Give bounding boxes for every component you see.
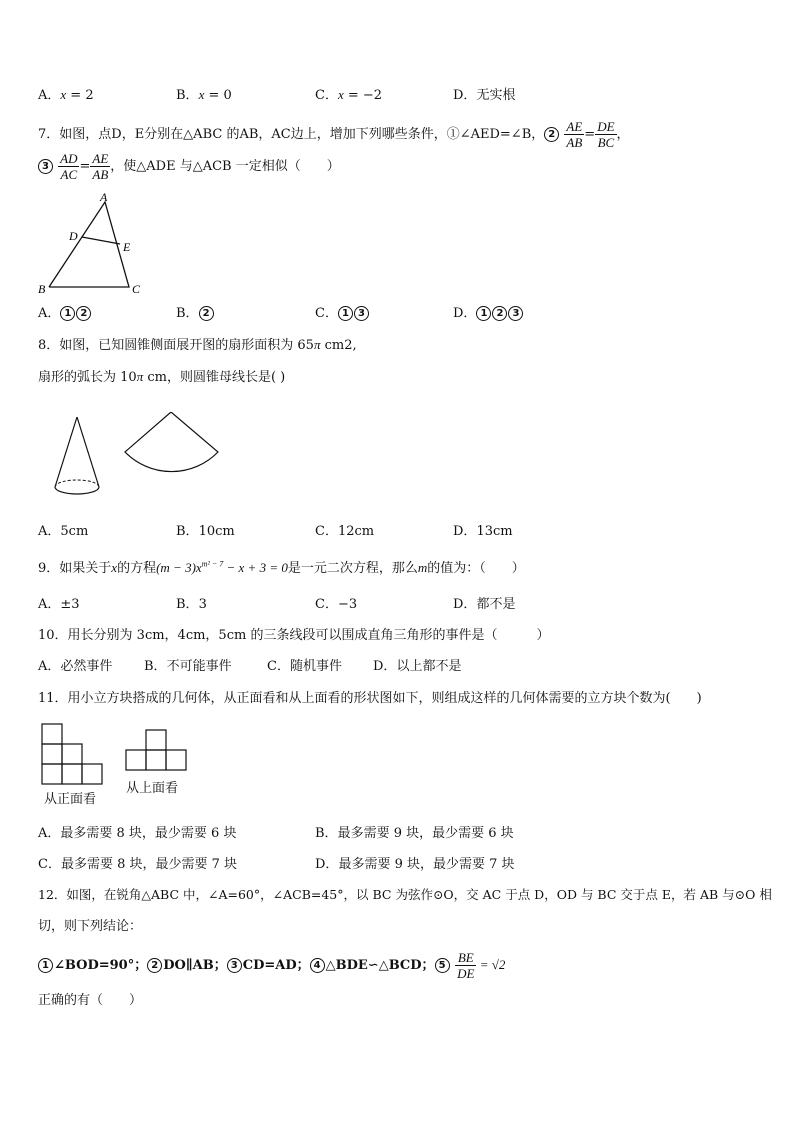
q12-statements: 1 ∠BOD=90°； 2 DO∥AB； 3 CD=AD； 4 △BDE∽△BCD； 5 $\frac{BE}{DE}$ = √2 [38, 950, 505, 981]
q10-option-b[interactable]: B．不可能事件 [144, 659, 232, 674]
top-view-grid [126, 730, 186, 770]
q7-option-c[interactable]: C． 1 3 [315, 302, 370, 321]
q10-stem: 10．用长分别为 3cm，4cm，5cm 的三条线段可以围成直角三角形的事件是（ ） [38, 628, 550, 643]
q8-cone-figure [50, 412, 230, 502]
label-a: A [100, 190, 108, 204]
segment-de [82, 237, 120, 244]
q11-option-c[interactable]: C．最多需要 8 块，最少需要 7 块 [38, 857, 238, 872]
q8-stem-line2: 扇形的弧长为 10π cm，则圆锥母线长是( ) [38, 369, 286, 385]
cone-base-front [55, 487, 99, 494]
label-c: C [132, 282, 141, 296]
q8-option-b[interactable]: B．10cm [176, 524, 235, 539]
q9-option-c[interactable]: C．−3 [315, 597, 358, 612]
triangle-abc [49, 202, 129, 287]
q7-fraction-ae-ab-2: $\frac{AE}{AB}$ [92, 151, 109, 182]
label-b: B [38, 282, 46, 296]
label-e: E [123, 240, 131, 254]
q6-option-a[interactable]: A．x = 2 [38, 87, 94, 103]
cone-right-edge [77, 417, 99, 487]
q9-option-a[interactable]: A．±3 [38, 597, 80, 612]
q8-option-a[interactable]: A．5cm [38, 524, 89, 539]
q12-stem-line2: 切，则下列结论： [38, 919, 143, 934]
q7-option-b[interactable]: B． 2 [176, 302, 215, 321]
q12-stem-line1: 12．如图，在锐角△ABC 中，∠A=60°，∠ACB=45°，以 BC 为弦作⊙O，交 AC 于点 D，OD 与 BC 交于点 E，若 AB 与⊙O 相 [38, 887, 772, 902]
cone-base-back [55, 480, 99, 487]
q12-stem-line4: 正确的有（ ） [38, 993, 143, 1008]
q7-stem-line2: 3 $\frac{AD}{AC}$ = $\frac{AE}{AB}$ ，使△ADE 与△ACB 一定相似（ ） [38, 151, 340, 182]
q8-option-d[interactable]: D．13cm [453, 524, 513, 539]
q12-fraction-be-de: $\frac{BE}{DE}$ [457, 950, 475, 981]
front-view-grid [42, 724, 102, 784]
sector-figure [125, 412, 218, 472]
q6-option-c[interactable]: C．x = −2 [315, 87, 383, 103]
q11-option-a[interactable]: A．最多需要 8 块，最少需要 6 块 [38, 826, 237, 841]
q9-option-d[interactable]: D．都不是 [453, 597, 516, 612]
q7-fraction-ad-ac: $\frac{AD}{AC}$ [60, 151, 78, 182]
cone-left-edge [55, 417, 77, 487]
q7-option-d[interactable]: D． 1 2 3 [453, 302, 524, 321]
q11-option-b[interactable]: B．最多需要 9 块，最少需要 6 块 [315, 826, 514, 841]
q10-option-a[interactable]: A．必然事件 [38, 659, 113, 674]
q9-stem: 9．如果关于x的方程$(m - 3)x^{m^2 - 7} - x + 3 = 0$是一元二次方程，那么m的值为：（ ） [38, 559, 525, 576]
q10-option-c[interactable]: C．随机事件 [267, 659, 342, 674]
q7-fraction-ae-ab: $\frac{AE}{AB}$ [566, 119, 583, 150]
q7-triangle-figure [34, 190, 149, 296]
q10-option-d[interactable]: D．以上都不是 [373, 659, 462, 674]
q7-option-a[interactable]: A． 1 2 [38, 302, 92, 321]
q6-option-b[interactable]: B．x = 0 [176, 87, 232, 103]
top-view-label: 从上面看 [126, 781, 179, 796]
q6-option-d[interactable]: D．无实根 [453, 88, 516, 103]
q8-option-c[interactable]: C．12cm [315, 524, 375, 539]
q9-option-b[interactable]: B．3 [176, 597, 207, 612]
q7-fraction-de-bc: $\frac{DE}{BC}$ [597, 119, 615, 150]
q11-stem: 11．用小立方块搭成的几何体，从正面看和从上面看的形状图如下，则组成这样的几何体需要的立方块个数为( ) [38, 691, 702, 706]
q7-stem-line1: 7．如图，点D，E分别在△ABC 的AB，AC边上，增加下列哪些条件，①∠AED=∠B， 2 $\frac{AE}{AB}$ = $\frac{DE}{BC}$ ， [38, 119, 630, 150]
label-d: D [69, 229, 78, 243]
q11-option-d[interactable]: D．最多需要 9 块，最少需要 7 块 [315, 857, 515, 872]
front-view-label: 从正面看 [44, 792, 97, 807]
q8-stem-line1: 8．如图，已知圆锥侧面展开图的扇形面积为 65π cm2, [38, 337, 357, 353]
